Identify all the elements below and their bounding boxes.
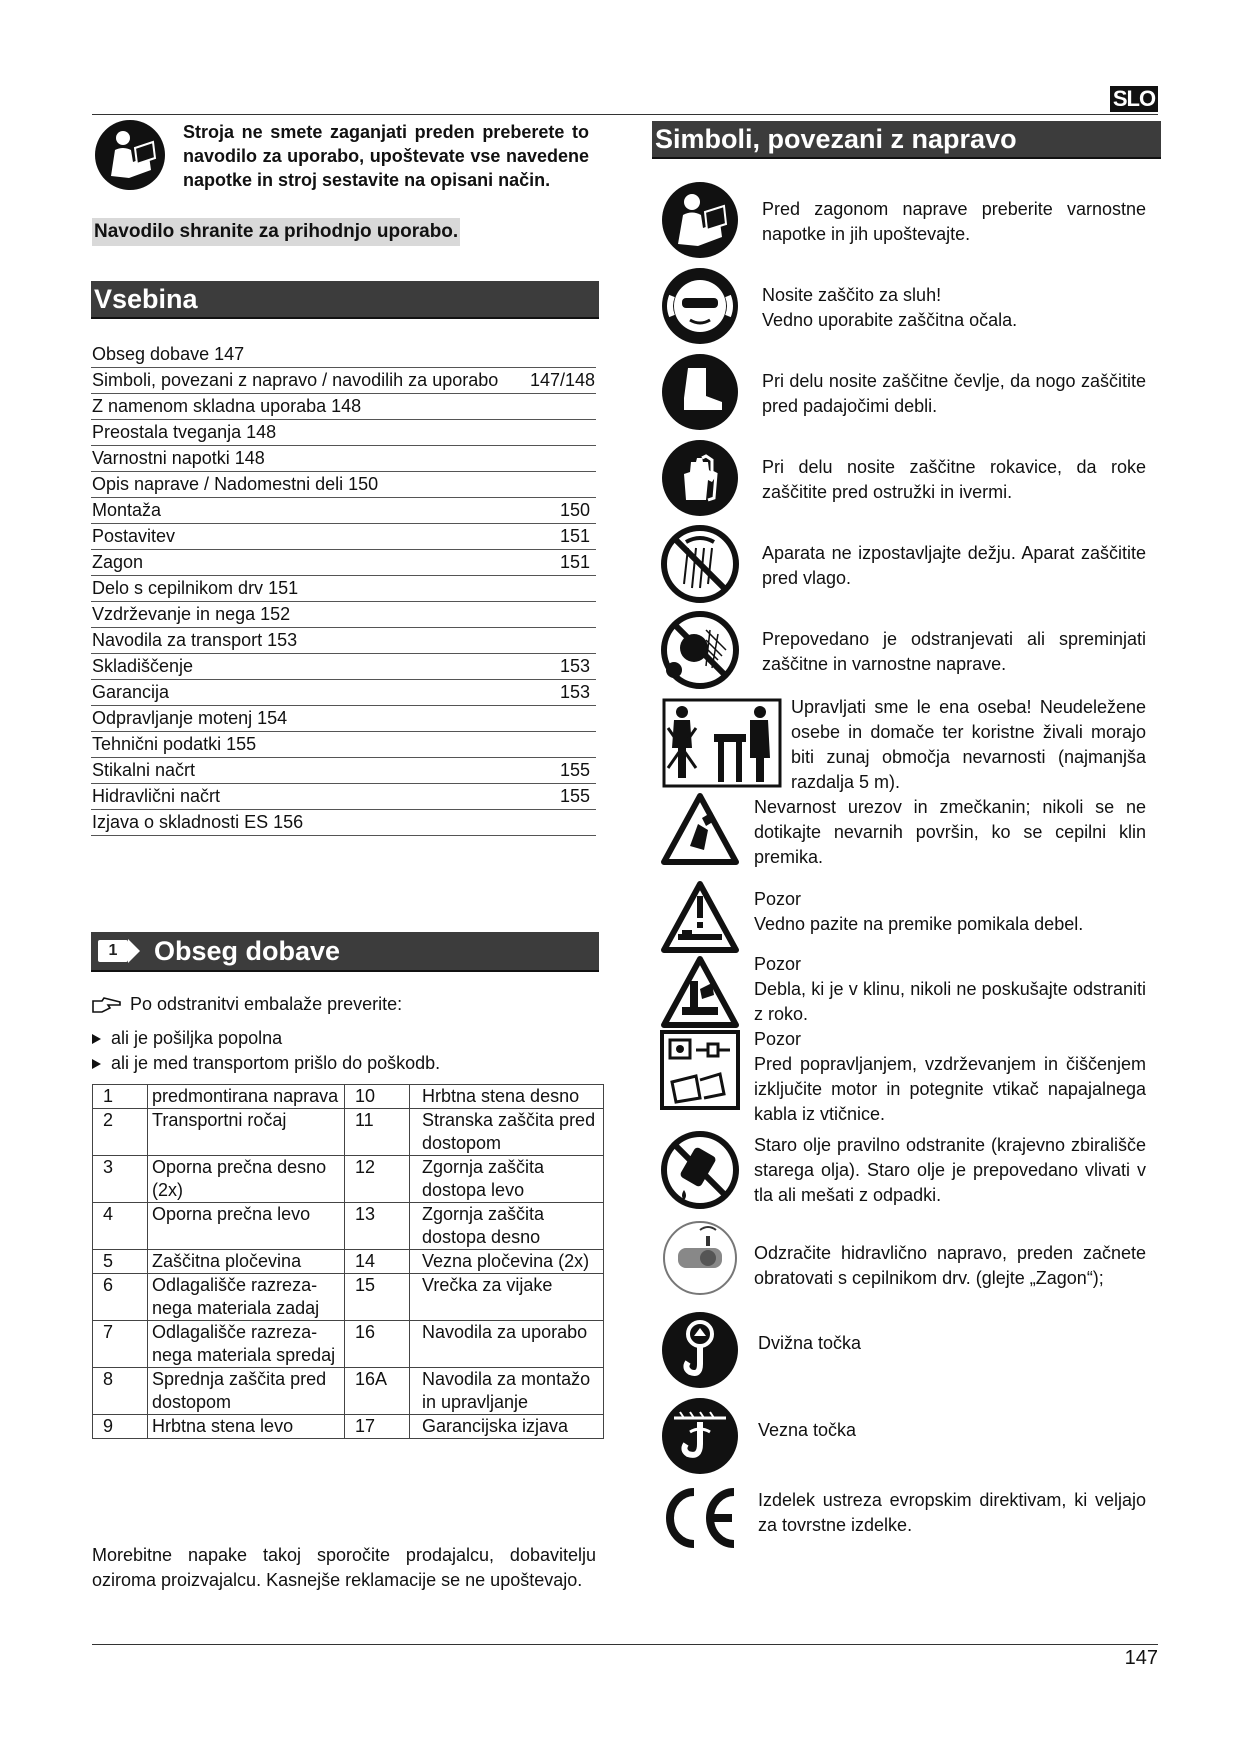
part-name: Navodila za montažo in upravljanje [410,1368,604,1415]
symbol-description [762,541,1146,591]
toc-page: 150 [559,500,590,520]
toc-title: Tehnični podatki 155 [92,734,257,754]
toc-title: Simboli, povezani z napravo / navodilih za uporabo [92,370,499,390]
symbol-description [762,455,1146,505]
table-row [93,1415,604,1439]
no-oil-dumping-icon [660,1130,740,1210]
keep-manual-note: Navodilo shranite za prihodnjo uporabo. [92,218,460,246]
part-name: Transportni ročaj [148,1109,345,1156]
symbol-description [754,887,1146,937]
part-name: Hrbtna stena levo [148,1415,345,1439]
single-operator-icon [662,698,782,788]
part-number: 3 [93,1156,148,1203]
symbol-description [754,795,1146,870]
bullet-arrow-icon [92,1059,101,1069]
section-arrow-icon [128,939,140,963]
toc-row [91,576,596,602]
toc-title: Zagon [92,552,144,572]
symbol-description [754,1133,1146,1208]
symbol-text-line: Pred popravljanjem, vzdrževanjem in čiščenjem izključite motor in potegnite vtikač napajalnega kabla iz vtičnice. [754,1054,1146,1124]
toc-row [91,602,596,628]
symbol-text-line: Nevarnost urezov in zmečkanin; nikoli se ne dotikajte nevarnih površin, ko se cepilni klin premika. [754,797,1146,867]
toc-row [91,758,596,784]
part-number: 16 [345,1321,410,1368]
table-row [93,1368,604,1415]
toc-row [91,498,596,524]
symbol-text-line: Pred zagonom naprave preberite varnostne napotke in jih upoštevajte. [762,199,1146,244]
toc-row [91,810,596,836]
part-name: Vrečka za vijake [410,1274,604,1321]
toc-title: Hidravlični načrt [92,786,221,806]
ear-eye-protection-icon [660,266,740,346]
toc-title: Preostala tveganja 148 [92,422,277,442]
symbol-text-line: Pri delu nosite zaščitne čevlje, da nogo zaščitite pred padajočimi debli. [762,371,1146,416]
toc-row [91,472,596,498]
part-number: 13 [345,1203,410,1250]
list-item [92,1026,440,1051]
part-name: Stranska zaščita pred dostopom [410,1109,604,1156]
part-number: 16A [345,1368,410,1415]
read-manual-icon [660,180,740,260]
toc-page: 155 [559,786,590,806]
part-name: Sprednja zaščita pred dostopom [148,1368,345,1415]
safety-boots-icon [660,352,740,432]
intro-warning: Stroja ne smete zaganjati preden preberete to navodilo za uporabo, upoštevate vse navedene napotke in stroj sestavite na opisani način. [183,122,589,190]
lifting-point-icon [660,1310,740,1390]
toc-page: 155 [559,760,590,780]
part-number: 15 [345,1274,410,1321]
part-name: Zaščitna pločevina [148,1250,345,1274]
symbol-text-line: Pozor [754,954,802,974]
symbol-text-line: Dvižna točka [758,1333,862,1353]
no-guard-removal-icon [660,610,740,690]
toc-title: Z namenom skladna uporaba 148 [92,396,362,416]
symbol-text-line: Vedno pazite na premike pomikala debel. [754,914,1084,934]
part-number: 11 [345,1109,410,1156]
read-manual-icon [93,118,167,192]
toc-title: Izjava o skladnosti ES 156 [92,812,304,832]
symbol-text-line: Pri delu nosite zaščitne rokavice, da roke zaščitite pred ostružki in ivermi. [762,457,1146,502]
symbol-description [758,1488,1146,1538]
symbol-description [754,1027,1146,1127]
symbol-text-line: Aparata ne izpostavljajte dežju. Aparat zaščitite pred vlago. [762,543,1146,588]
part-name: Oporna prečna desno (2x) [148,1156,345,1203]
toc-row [91,706,596,732]
toc-row [91,420,596,446]
part-number: 1 [93,1085,148,1109]
toc-title: Postavitev [92,526,176,546]
safety-gloves-icon [660,438,740,518]
part-name: predmontirana naprava [148,1085,345,1109]
symbol-text-line: Vezna točka [758,1420,857,1440]
toc-title: Garancija [92,682,170,702]
unplug-before-service-icon [660,1030,740,1110]
table-row [93,1156,604,1203]
part-number: 10 [345,1085,410,1109]
symbol-text-line: Odzračite hidravlično napravo, preden začnete obratovati s cepilnikom drv. (glejte „Zagon“); [754,1243,1146,1288]
part-name: Odlagališče razreza-nega materiala zadaj [148,1274,345,1321]
symbol-text-line: Staro olje pravilno odstranite (krajevno zbirališče starega olja). Staro olje je prepovedano vlivati v tla ali mešati z odpadki. [754,1135,1146,1205]
table-row [93,1203,604,1250]
table-row [93,1109,604,1156]
symbol-text-line: Prepovedano je odstranjevati ali spreminjati zaščitne in varnostne naprave. [762,629,1146,674]
toc-title: Montaža [92,500,162,520]
symbol-text-line: Pozor [754,889,802,909]
tie-down-point-icon [660,1396,740,1476]
part-number: 7 [93,1321,148,1368]
crush-hazard-icon [660,790,740,870]
toc-page: 151 [559,526,590,546]
symbol-description [754,1241,1146,1291]
scope-heading [91,932,599,972]
hydraulic-vent-icon [660,1218,740,1298]
toc-row [91,368,596,394]
symbol-description [758,1418,1146,1443]
toc-page: 151 [559,552,590,572]
table-row [93,1274,604,1321]
defects-note: Morebitne napake takoj sporočite prodajalcu, dobavitelju oziroma proizvajalcu. Kasnejše reklamacije se ne upoštevajo. [92,1545,596,1590]
table-row [93,1250,604,1274]
toc-title: Skladiščenje [92,656,194,676]
part-name: Garancijska izjava [410,1415,604,1439]
symbol-description [762,627,1146,677]
symbol-description [762,197,1146,247]
check-bullets [92,1026,440,1076]
toc-title: Varnostni napotki 148 [92,448,265,468]
symbol-text-line: Pozor [754,1029,802,1049]
toc-title: Navodila za transport 153 [92,630,298,650]
symbols-heading: Simboli, povezani z napravo [652,121,1161,159]
no-rain-icon [660,524,740,604]
bottom-divider [92,1644,1158,1645]
toc-row [91,394,596,420]
toc-page: 147/148 [530,370,596,390]
check-intro [92,992,402,1017]
toc-heading: Vsebina [91,281,599,319]
toc-row [91,628,596,654]
part-number: 17 [345,1415,410,1439]
toc-title: Vzdrževanje in nega 152 [92,604,291,624]
part-name: Odlagališče razreza-nega materiala spredaj [148,1321,345,1368]
toc-title: Opis naprave / Nadomestni deli 150 [92,474,379,494]
section-number: 1 [98,940,128,962]
toc-page: 153 [559,682,590,702]
table-row [93,1085,604,1109]
symbol-text-line: Izdelek ustreza evropskim direktivam, ki veljajo za tovrstne izdelke. [758,1490,1146,1535]
toc-title: Stikalni načrt [92,760,196,780]
symbol-text-line: Debla, ki je v klinu, nikoli ne poskušajte odstraniti z roko. [754,979,1146,1024]
bullet-text: ali je med transportom prišlo do poškodb. [111,1053,441,1073]
toc-row [91,342,596,368]
toc-row [91,732,596,758]
ce-mark-icon [660,1478,740,1558]
symbol-description [762,283,1146,333]
table-row [93,1321,604,1368]
toc-title: Odpravljanje motenj 154 [92,708,288,728]
part-number: 14 [345,1250,410,1274]
part-name: Oporna prečna levo [148,1203,345,1250]
language-badge: SLO [1110,86,1158,112]
toc-row [91,550,596,576]
toc-page: 153 [559,656,590,676]
toc-row [91,784,596,810]
jammed-log-warning-icon [660,953,740,1033]
toc-title: Obseg dobave 147 [92,344,245,364]
part-number: 12 [345,1156,410,1203]
symbol-description [791,695,1146,795]
part-number: 4 [93,1203,148,1250]
part-name: Zgornja zaščita dostopa desno [410,1203,604,1250]
list-item [92,1051,440,1076]
toc-row [91,524,596,550]
part-number: 2 [93,1109,148,1156]
table-of-contents [91,342,596,836]
scope-title: Obseg dobave [154,936,341,966]
part-number: 6 [93,1274,148,1321]
toc-row [91,680,596,706]
symbol-text-line: Nosite zaščito za sluh! [762,285,942,305]
check-intro-text: Po odstranitvi embalaže preverite: [130,994,403,1014]
page-number: 147 [1124,1647,1158,1669]
symbol-description [754,952,1146,1027]
top-divider [92,114,1158,115]
part-number: 5 [93,1250,148,1274]
toc-row [91,446,596,472]
toc-title: Delo s cepilnikom drv 151 [92,578,299,598]
symbol-text-line: Upravljati sme le ena oseba! Neudeležene osebe in domače ter koristne živali morajo biti zunaj območja nevarnosti (najmanjša razdalja 5 m). [791,697,1146,792]
part-name: Hrbtna stena desno [410,1085,604,1109]
pusher-warning-icon [660,878,740,958]
symbol-text-line: Vedno uporabite zaščitna očala. [762,310,1018,330]
part-number: 8 [93,1368,148,1415]
bullet-text: ali je pošiljka popolna [111,1028,283,1048]
symbol-description [758,1331,1146,1356]
symbol-description [762,369,1146,419]
part-name: Vezna pločevina (2x) [410,1250,604,1274]
parts-table [92,1084,604,1439]
part-number: 9 [93,1415,148,1439]
pointing-hand-icon [92,996,122,1014]
bullet-arrow-icon [92,1034,101,1044]
part-name: Navodila za uporabo [410,1321,604,1368]
part-name: Zgornja zaščita dostopa levo [410,1156,604,1203]
toc-row [91,654,596,680]
